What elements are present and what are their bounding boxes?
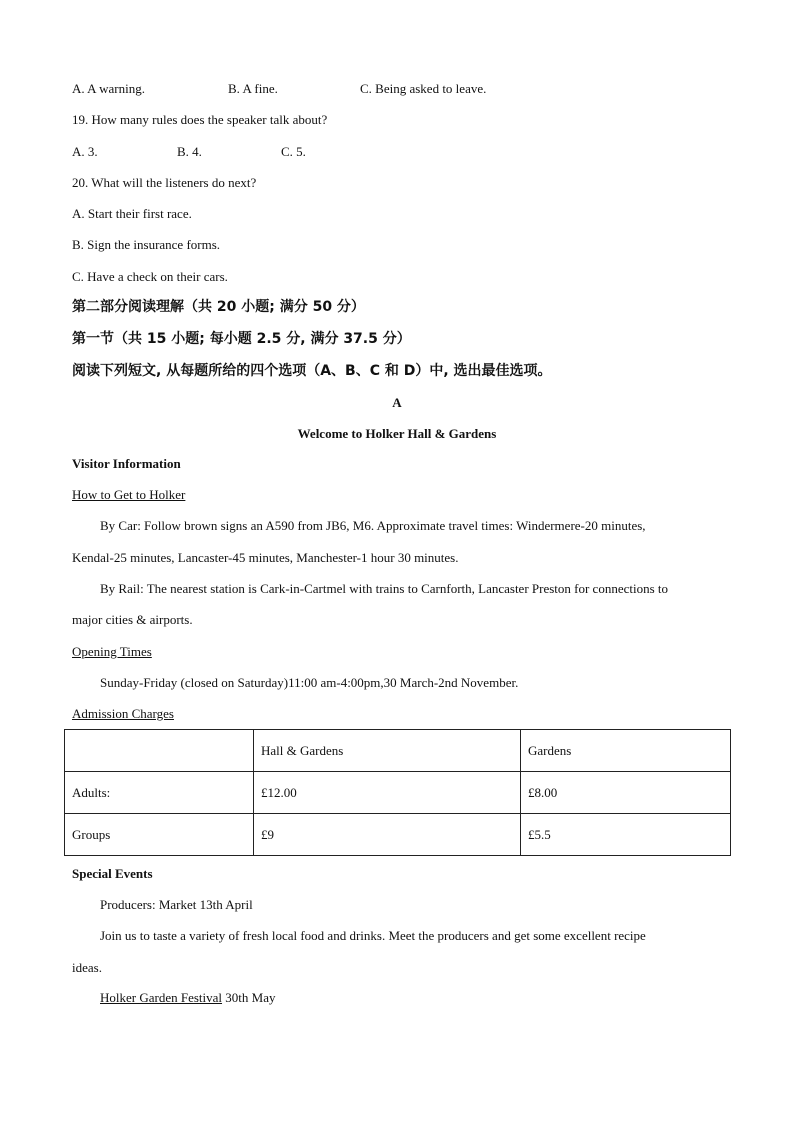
q19-option-b: B. 4. (177, 144, 202, 159)
table-header-cell: Hall & Gardens (254, 730, 521, 772)
passage-title: Welcome to Holker Hall & Gardens (297, 426, 497, 441)
table-header-cell: Gardens (521, 730, 731, 772)
part2-heading: 第二部分阅读理解（共 20 小题; 满分 50 分） (72, 299, 365, 315)
table-header-cell (65, 730, 254, 772)
festival-line (100, 990, 275, 1006)
passage-letter: A (392, 395, 402, 410)
how-to-get-heading: How to Get to Holker (72, 487, 186, 502)
q18-option-c: C. Being asked to leave. (360, 81, 487, 96)
join-line-2: ideas. (72, 960, 102, 975)
table-cell: Groups (65, 814, 254, 856)
by-car-line-2: Kendal-25 minutes, Lancaster-45 minutes, Manchester-1 hour 30 minutes. (72, 550, 459, 565)
table-cell: £9 (254, 814, 521, 856)
table-cell: £12.00 (254, 772, 521, 814)
q19-question: 19. How many rules does the speaker talk about? (72, 112, 328, 127)
by-rail-line-1: By Rail: The nearest station is Cark-in-Cartmel with trains to Carnforth, Lancaster Preston for connections to (100, 581, 669, 596)
table-row (65, 730, 731, 772)
admission-table (64, 729, 731, 856)
q20-option-b: B. Sign the insurance forms. (72, 237, 221, 252)
by-car-line-1: By Car: Follow brown signs an A590 from JB6, M6. Approximate travel times: Windermere-20 minutes, (100, 518, 646, 533)
festival-name: Holker Garden Festival (100, 990, 223, 1005)
q20-option-c: C. Have a check on their cars. (72, 269, 228, 284)
by-rail-line-2: major cities & airports. (72, 612, 193, 627)
q18-option-a: A. A warning. (72, 81, 145, 96)
table-row (65, 772, 731, 814)
q19-option-a: A. 3. (72, 144, 98, 159)
opening-times-heading: Opening Times (72, 644, 152, 659)
q20-option-a: A. Start their first race. (72, 206, 192, 221)
opening-times-text: Sunday-Friday (closed on Saturday)11:00 am-4:00pm,30 March-2nd November. (100, 675, 519, 690)
instruction-text: 阅读下列短文, 从每题所给的四个选项（A、B、C 和 D）中, 选出最佳选项。 (72, 363, 552, 379)
visitor-info-heading: Visitor Information (72, 456, 181, 471)
table-row (65, 814, 731, 856)
producers-market: Producers: Market 13th April (100, 897, 253, 912)
table-cell: Adults: (65, 772, 254, 814)
q20-question: 20. What will the listeners do next? (72, 175, 257, 190)
table-cell: £8.00 (521, 772, 731, 814)
festival-date: 30th May (222, 990, 276, 1005)
special-events-heading: Special Events (72, 866, 153, 881)
section1-heading: 第一节（共 15 小题; 每小题 2.5 分, 满分 37.5 分） (72, 331, 411, 347)
q18-option-b: B. A fine. (228, 81, 278, 96)
table-cell: £5.5 (521, 814, 731, 856)
admission-heading: Admission Charges (72, 706, 174, 721)
q19-option-c: C. 5. (281, 144, 306, 159)
join-line-1: Join us to taste a variety of fresh local food and drinks. Meet the producers and get some excellent recipe (100, 928, 646, 943)
